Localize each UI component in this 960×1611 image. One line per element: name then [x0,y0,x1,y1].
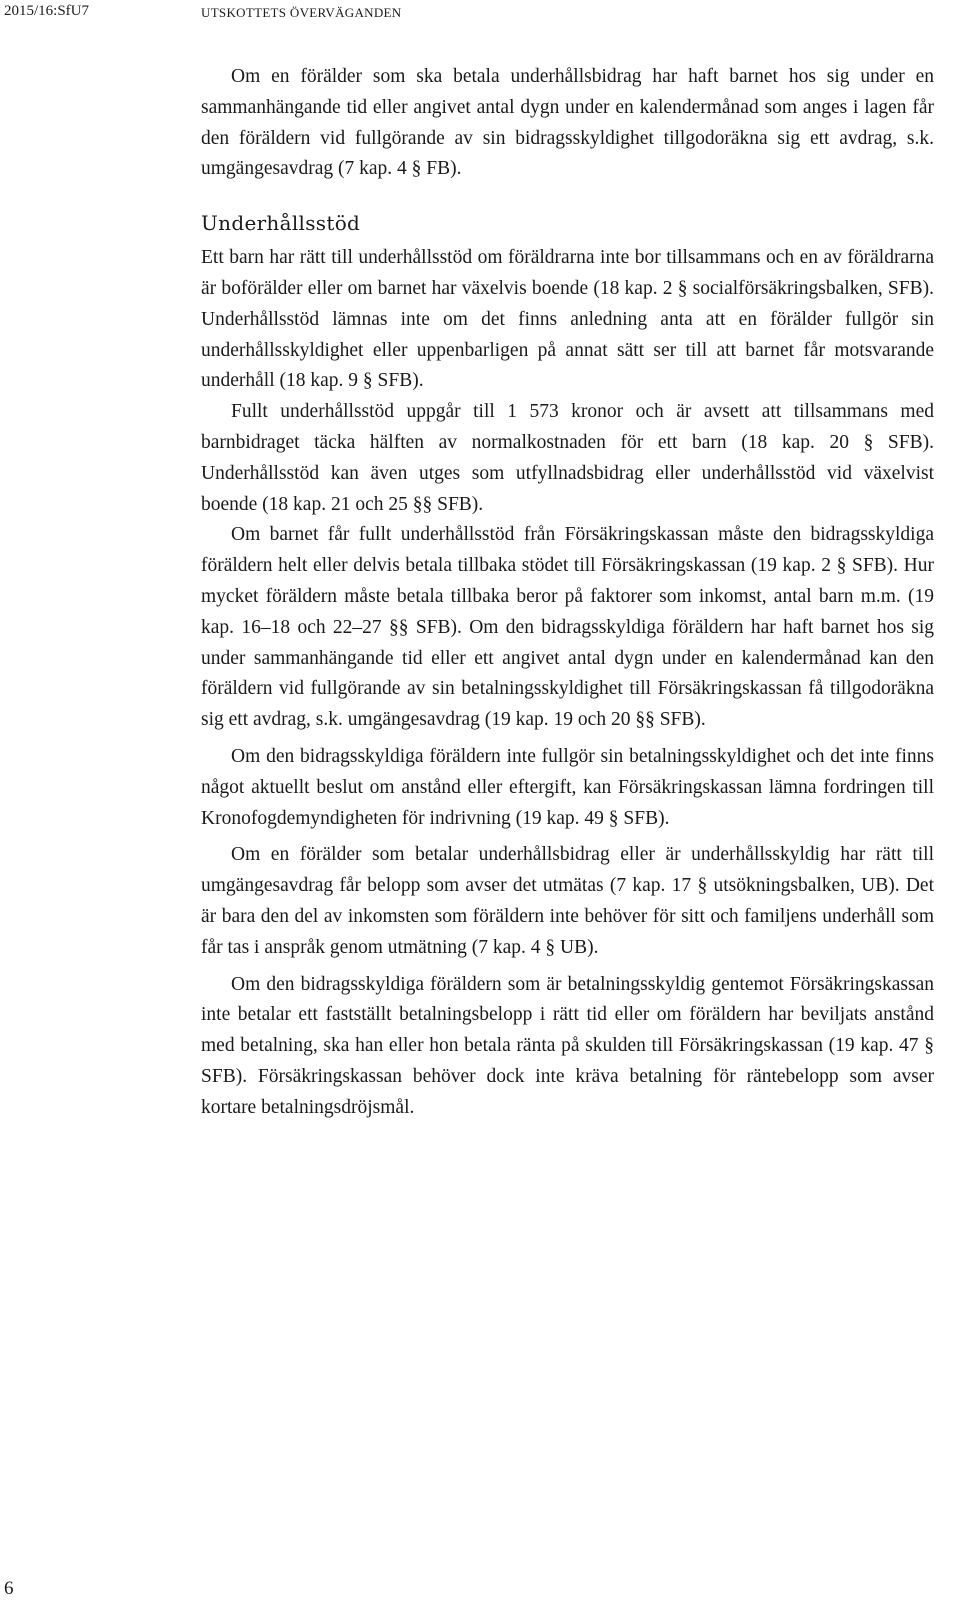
paragraph-3: Om barnet får fullt underhållsstöd från Försäkringskassan måste den bidragsskyldiga föräldern helt eller delvis betala tillbaka stödet till Försäkringskassan (19 kap. 2 § SFB). Hur mycket föräldern måste betala tillbaka beror på faktorer som inkomst, antal barn m.m. (19 kap. 16–18 och 22–27 §§ SFB). Om den bidragsskyldiga föräldern har haft barnet hos sig under sammanhängande tid eller ett angivet antal dygn under en kalendermånad kan den föräldern vid fullgörande av sin betalningsskyldighet till Försäkringskassan få tillgodoräkna sig ett avdrag, s.k. umgängesavdrag (19 kap. 19 och 20 §§ SFB). [201,524,934,731]
page-number: 6 [4,1578,14,1599]
document-id: 2015/16:SfU7 [4,3,90,19]
paragraph-2: Fullt underhållsstöd uppgår till 1 573 kronor och är avsett att tillsammans med barnbidraget täcka hälften av normalkostnaden för ett barn (18 kap. 20 § SFB). Underhållsstöd kan även utges som utfyllnadsbidrag eller underhållsstöd vid växelvist boende (18 kap. 21 och 25 §§ SFB). [201,401,934,515]
section-heading: Underhållsstöd [201,211,361,236]
running-header [0,0,960,22]
intro-paragraph: Om en förälder som ska betala underhållsbidrag har haft barnet hos sig under en sammanhängande tid eller angivet antal dygn under en kalendermånad som anges i lagen får den föräldern vid fullgörande av sin bidragsskyldighet tillgodoräkna sig ett avdrag, s.k. umgängesavdrag (7 kap. 4 § FB). [201,66,934,180]
main-text [201,62,934,1124]
paragraph-1: Ett barn har rätt till underhållsstöd om föräldrarna inte bor tillsammans och en av föräldrarna är boförälder eller om barnet har växelvis boende (18 kap. 2 § socialförsäkringsbalken, SFB). Underhållsstöd lämnas inte om det finns anledning anta att en förälder fullgör sin underhållsskyldighet eller uppenbarligen på annat sätt ser till att barnet får motsvarande underhåll (18 kap. 9 § SFB). [201,247,934,392]
section-title: UTSKOTTETS ÖVERVÄGANDEN [201,5,402,20]
paragraph-5: Om en förälder som betalar underhållsbidrag eller är underhållsskyldig har rätt till umgängesavdrag får belopp som avser det utmätas (7 kap. 17 § utsökningsbalken, UB). Det är bara den del av inkomsten som föräldern inte behöver för sitt och familjens underhåll som får tas i anspråk genom utmätning (7 kap. 4 § UB). [201,844,934,958]
paragraph-6: Om den bidragsskyldiga föräldern som är betalningsskyldig gentemot Försäkringskassan inte betalar ett fastställt betalningsbelopp i rätt tid eller om föräldern har beviljats anstånd med betalning, ska han eller hon betala ränta på skulden till Försäkringskassan (19 kap. 47 § SFB). Försäkringskassan behöver dock inte kräva betalning för räntebelopp som avser kortare betalningsdröjsmål. [201,973,934,1118]
paragraph-4: Om den bidragsskyldiga föräldern inte fullgör sin betalningsskyldighet och det inte finns något aktuellt beslut om anstånd eller eftergift, kan Försäkringskassan lämna fordringen till Kronofogdemyndigheten för indrivning (19 kap. 49 § SFB). [201,745,934,829]
